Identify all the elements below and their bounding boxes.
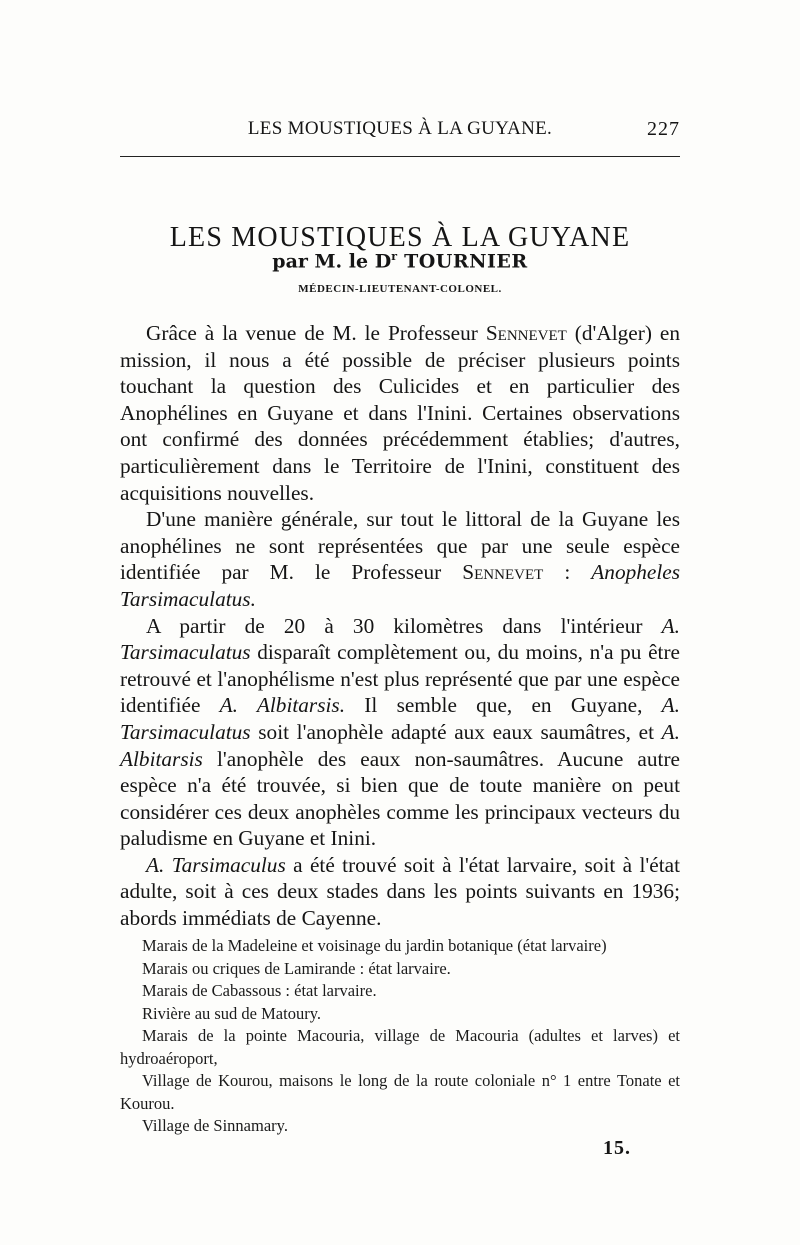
paragraph-text: disparaît complètement ou, du moins, n'a pu être retrouvé et l'anophélisme n'est plus représenté que par une espèce identifiée — [120, 640, 680, 718]
locality-item: Rivière au sud de Matoury. — [142, 1003, 322, 1023]
author-rank: MÉDECIN-LIEUTENANT-COLONEL. — [298, 283, 502, 295]
paragraph-text: soit l'anophèle adapté aux eaux saumâtres, et — [250, 719, 662, 744]
paragraph-text: D'une manière générale, sur tout le littoral de la Guyane les anophélines ne sont représentées que par une seule espèce identifiée par M. le Professeur — [120, 507, 680, 585]
paragraph-text: Grâce à la venue de M. le Professeur — [146, 321, 486, 345]
paragraph-text: a été trouvé soit à l'état larvaire, soit à l'état adulte, soit à ces deux stades dans les points suivants en 1936; abords immédiats de Cayenne. — [120, 852, 680, 931]
signature-mark: 15. — [603, 1137, 631, 1159]
byline-prefix: par M. le D — [272, 250, 392, 273]
locality-item: Marais de la Madeleine et voisinage du jardin botanique (état larvaire) — [142, 936, 607, 955]
locality-item: Marais ou criques de Lamirande : état larvaire. — [142, 958, 451, 978]
byline — [120, 250, 680, 272]
running-head — [120, 114, 680, 148]
locality-item: Village de Sinnamary. — [142, 1116, 288, 1135]
person-name: Sennevet — [485, 321, 567, 345]
species-name: Anopheles Tarsimaculatus. — [120, 560, 680, 611]
species-name: A. Albitarsis — [120, 719, 680, 771]
paragraph-1 — [120, 320, 680, 506]
locality-item: Marais de la pointe Macouria, village de Macouria (adultes et larves) et hydroaéroport, — [120, 1026, 680, 1068]
running-title: LES MOUSTIQUES À LA GUYANE. — [247, 118, 553, 139]
paragraph-3 — [120, 613, 680, 852]
header-rule — [120, 156, 680, 157]
paragraph-2 — [120, 506, 680, 612]
paragraph-text: l'anophèle des eaux non-saumâtres. Aucune autre espèce n'a été trouvée, si bien que de toute manière on peut considérer ces deux anophèles comme les principaux vecteurs du paludisme en Guyane et Inini. — [120, 746, 680, 851]
species-name: A. Tarsimaculatus — [120, 693, 680, 744]
paragraph-text: Il semble que, en Guyane, — [345, 693, 662, 718]
species-name: A. Tarsimaculatus — [120, 613, 680, 665]
article-title: LES MOUSTIQUES À LA GUYANE — [169, 221, 631, 253]
species-name: A. Tarsimaculus — [146, 852, 286, 877]
paragraph-4 — [120, 852, 680, 932]
locality-item: Marais de Cabassous : état larvaire. — [142, 981, 377, 1000]
byline-superscript: r — [391, 250, 397, 263]
paragraph-text: : — [543, 560, 592, 585]
article-body — [120, 320, 680, 932]
page-number: 227 — [647, 118, 680, 140]
locality-item: Village de Kourou, maisons le long de la route coloniale n° 1 entre Tonate et Kourou. — [120, 1071, 680, 1113]
localities-list — [120, 935, 680, 1138]
species-name: A. Albitarsis. — [219, 693, 346, 718]
author-name: TOURNIER — [396, 250, 528, 273]
paragraph-text: (d'Alger) en mission, il nous a été possible de préciser plusieurs points touchant la question des Culicides et en particulier des Anophélines en Guyane et dans l'Inini. Certaines observations ont confirmé des données précédemment établies; d'autres, particulièrement dans le Territoire de l'Inini, constituent des acquisitions nouvelles. — [120, 321, 680, 505]
paragraph-text: A partir de 20 à 30 kilomètres dans l'intérieur — [146, 613, 662, 638]
person-name: Sennevet — [462, 560, 544, 585]
